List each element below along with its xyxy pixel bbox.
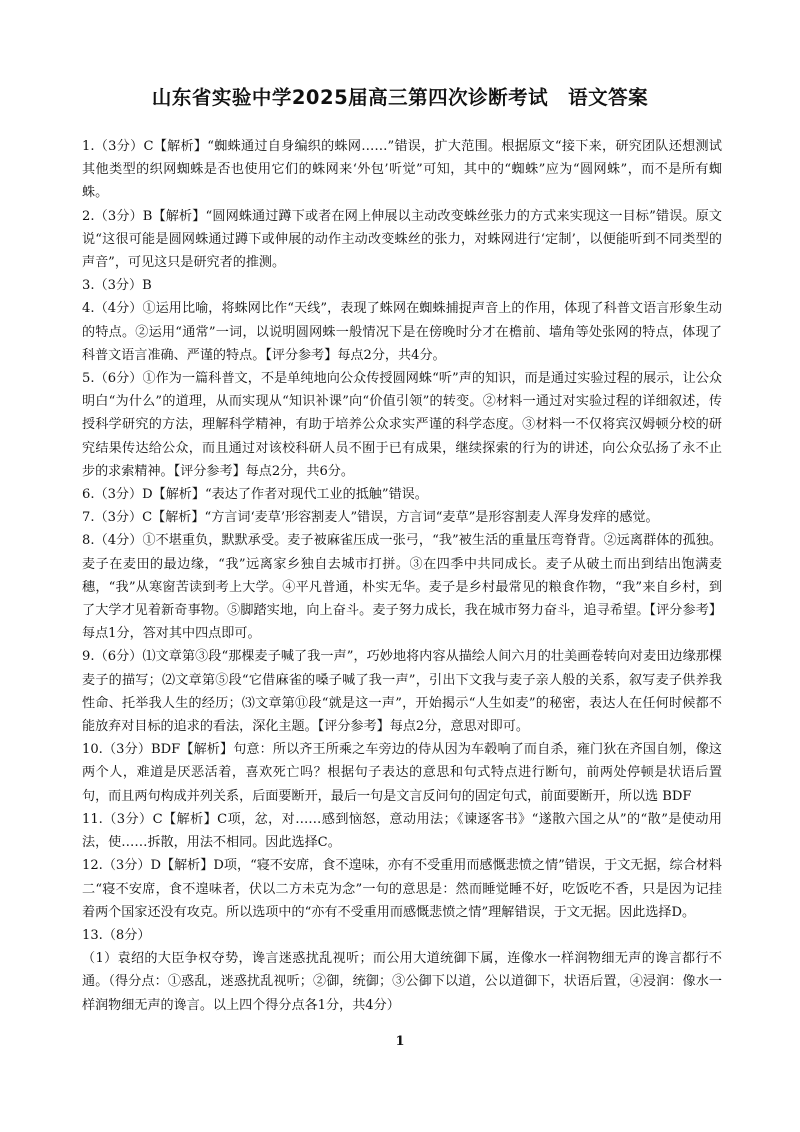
answer-item: 1.（3分）C【解析】“蜘蛛通过自身编织的蛛网……”错误，扩大范围。根据原文“接下来，研究团队还想测试其他类型的织网蜘蛛是否也使用它们的蛛网来‘外包’听觉”可知，其中的“蜘蛛”应为“圆网蛛”，而不是所有蜘蛛。 (82, 139, 722, 201)
answer-item: 13.（8分） (82, 927, 151, 943)
page-title: 山东省实验中学2025届高三第四次诊断考试 语文答案 (151, 86, 649, 109)
answer-subpart: （1）袁绍的大臣争权夺势，谗言迷惑扰乱视听；而公用大道统御下属，连像水一样润物细无声的谗言都行不通。（得分点：①惑乱，迷惑扰乱视听；②御，统御；③公御下以道，公以道御下，状语后置，④浸润：像水一样润物细无声的谗言。以上四个得分点各1分，共4分） (82, 951, 722, 1013)
answer-item: 12.（3分）D【解析】D项，“寝不安席，食不遑味，亦有不受重用而感慨悲愤之情”错误，于文无据，综合材料二“寝不安席，食不遑味者，伏以二方未克为念”一句的意思是：然而睡觉睡不好，吃饭吃不香，只是因为记挂着两个国家还没有攻克。所以选项中的“亦有不受重用而感慨悲愤之情”理解错误，于文无据。因此选择D。 (82, 858, 722, 920)
answer-item: 6.（3分）D【解析】“表达了作者对现代工业的抵触”错误。 (82, 487, 428, 503)
answer-item: 7.（3分）C【解析】“方言词‘麦草’形容割麦人”错误，方言词“麦草”是形容割麦人浑身发痒的感觉。 (82, 510, 659, 526)
answer-item: 8.（4分）①不堪重负，默默承受。麦子被麻雀压成一张弓，“我”被生活的重量压弯脊背。②远离群体的孤独。麦子在麦田的最边缘，“我”远离家乡独自去城市打拼。③在四季中共同成长。麦子从破土而出到结出饱满麦穗，“我”从寒窗苦读到考上大学。④平凡普通，朴实无华。麦子是乡村最常见的粮食作物，“我”来自乡村，到了大学才见着新奇事物。⑤脚踏实地，向上奋斗。麦子努力成长，我在城市努力奋斗，追寻希望。【评分参考】每点1分，答对其中四点即可。 (82, 533, 722, 642)
answer-item: 9.（6分）⑴文章第③段“那棵麦子喊了我一声”，巧妙地将内容从描绘人间六月的壮美画卷转向对麦田边缘那棵麦子的描写；⑵文章第⑤段“它借麻雀的嗓子喊了我一声”，引出下文我与麦子亲人般的关系，叙写麦子供养我性命、托举我人生的经历；⑶文章第⑪段“就是这一声”，开始揭示“人生如麦”的秘密，表达人在任何时候都不能放弃对目标的追求的看法，深化主题。【评分参考】每点2分，意思对即可。 (82, 649, 722, 735)
answer-item: 4.（4分）①运用比喻，将蛛网比作“天线”，表现了蛛网在蜘蛛捕捉声音上的作用，体现了科普文语言形象生动的特点。②运用“通常”一词，以说明圆网蛛一般情况下是在傍晚时分才在檐前、墙角等处张网的特点，体现了科普文语言准确、严谨的特点。【评分参考】每点2分，共4分。 (82, 301, 722, 363)
answer-item: 11.（3分）C【解析】C项，忿，对……感到恼怒，意动用法；《谏逐客书》“遂散六国之从”的“散”是使动用法，使……拆散，用法不相同。因此选择C。 (82, 811, 722, 851)
answer-item: 3.（3分）B (82, 278, 152, 294)
answer-item: 5.（6分）①作为一篇科普文，不是单纯地向公众传授圆网蛛“听”声的知识，而是通过实验过程的展示，让公众明白“为什么”的道理，从而实现从“知识补课”向“价值引领”的转变。②材料一通过对实验过程的详细叙述，传授科学研究的方法，理解科学精神，有助于培养公众求实严谨的科学态度。③材料一不仅将宾汉姆顿分校的研究结果传达给公众，而且通过对该校科研人员不囿于已有成果，继续探索的行为的讲述，向公众弘扬了永不止步的求索精神。【评分参考】每点2分，共6分。 (82, 371, 722, 479)
answer-item: 10.（3分）BDF【解析】句意：所以齐王所乘之车旁边的侍从因为车毂响了而自杀，雍门狄在齐国自刎，像这两个人，难道是厌恶活着，喜欢死亡吗？根据句子表达的意思和句式特点进行断句，前两处停顿是状语后置句，而且两句构成并列关系，后面要断开，最后一句是文言反问句的固定句式，前面要断开，所以选 BDF (82, 742, 722, 804)
page-number: 1 (395, 1034, 405, 1049)
answer-item: 2.（3分）B【解析】“圆网蛛通过蹲下或者在网上伸展以主动改变蛛丝张力的方式来实现这一目标”错误。原文说“这很可能是圆网蛛通过蹲下或伸展的动作主动改变蛛丝的张力，对蛛网进行‘定制’，以便能听到不同类型的声音”，可见这只是研究者的推测。 (82, 208, 722, 271)
answer-list (82, 135, 722, 1017)
